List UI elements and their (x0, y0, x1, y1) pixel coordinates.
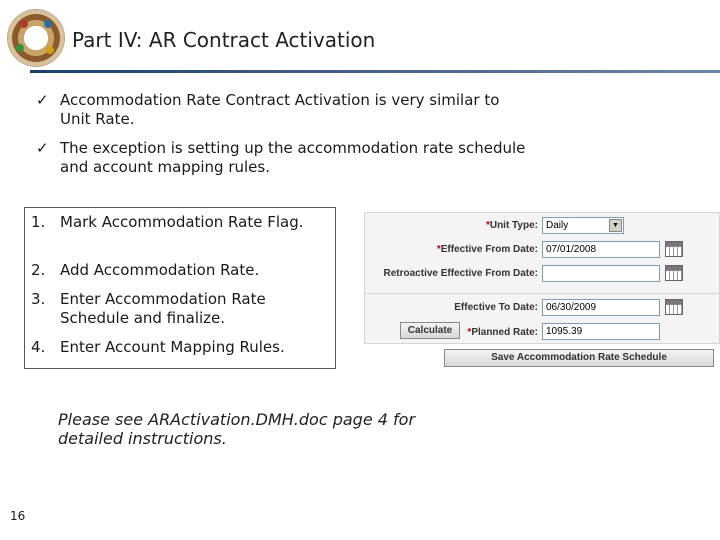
step-number: 3. (31, 290, 46, 308)
step-number: 2. (31, 261, 46, 279)
step-text: Mark Accommodation Rate Flag. (60, 213, 304, 231)
checklist-text: The exception is setting up the accommodation rate schedule and account mapping rules. (60, 139, 526, 176)
checkmark-icon: ✓ (36, 139, 49, 157)
effective-to-input[interactable]: 06/30/2009 (542, 299, 660, 316)
organization-logo (8, 10, 64, 66)
page-number: 16 (10, 509, 26, 523)
step-number: 1. (31, 213, 46, 231)
title-divider (30, 70, 720, 73)
effective-from-label: *Effective From Date: (436, 244, 538, 255)
save-schedule-button[interactable]: Save Accommodation Rate Schedule (444, 349, 714, 367)
logo-dot-icon (20, 20, 28, 28)
logo-dot-icon (46, 46, 54, 54)
step-number: 4. (31, 338, 46, 356)
checklist-item (36, 91, 526, 131)
unit-type-select[interactable]: Daily ▼ (542, 217, 624, 234)
retroactive-from-label: Retroactive Effective From Date: (383, 268, 538, 279)
calendar-icon[interactable] (665, 265, 683, 281)
steps-box (24, 207, 336, 369)
logo-dot-icon (16, 44, 24, 52)
calendar-icon[interactable] (665, 299, 683, 315)
planned-rate-input[interactable]: 1095.39 (542, 323, 660, 340)
retroactive-from-input[interactable] (542, 265, 660, 282)
calendar-icon[interactable] (665, 241, 683, 257)
checkmark-icon: ✓ (36, 91, 49, 109)
unit-type-label: *Unit Type: (485, 220, 538, 231)
planned-rate-label: *Planned Rate: (467, 327, 538, 338)
page-title: Part IV: AR Contract Activation (72, 28, 376, 52)
calculate-button[interactable]: Calculate (400, 322, 460, 339)
chevron-down-icon[interactable]: ▼ (609, 219, 622, 232)
step-text: Enter Account Mapping Rules. (60, 338, 285, 356)
checklist-text: Accommodation Rate Contract Activation is very similar to Unit Rate. (60, 91, 500, 128)
step-text: Add Accommodation Rate. (60, 261, 260, 279)
step-text: Enter Accommodation Rate Schedule and finalize. (60, 290, 266, 327)
instructions-note: Please see ARActivation.DMH.doc page 4 for detailed instructions. (58, 410, 416, 448)
checklist-item (36, 139, 526, 179)
logo-dot-icon (44, 20, 52, 28)
effective-from-input[interactable]: 07/01/2008 (542, 241, 660, 258)
effective-to-label: Effective To Date: (454, 302, 538, 313)
